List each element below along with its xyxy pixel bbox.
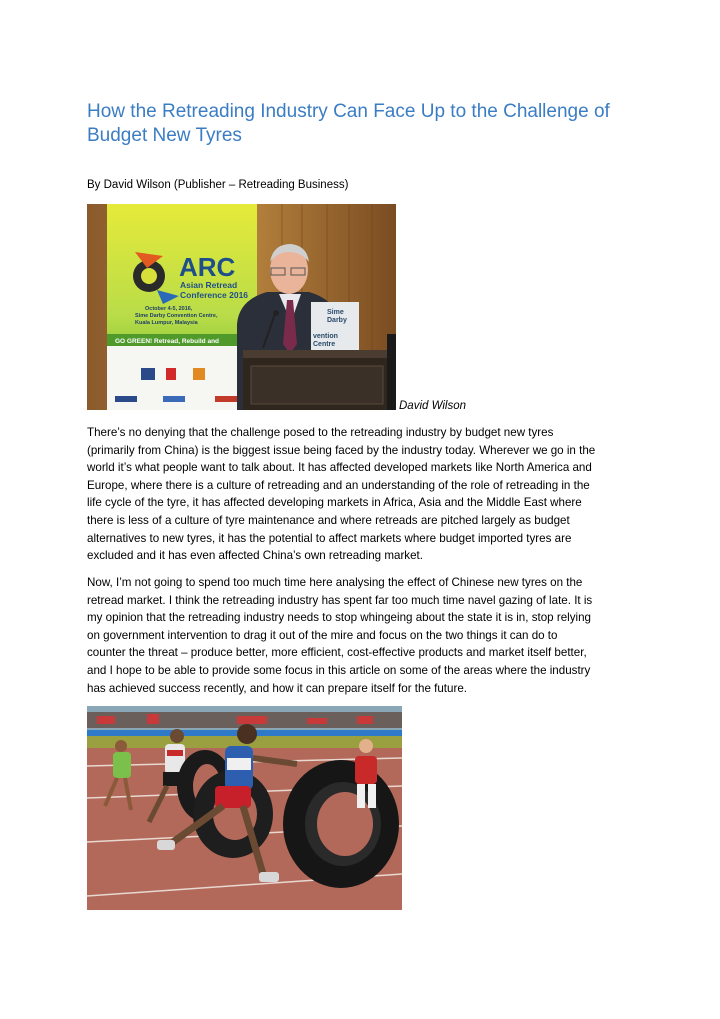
paragraph-line: Now, I’m not going to spend too much time here analysing the effect of Chinese new tyres on the [87, 576, 583, 589]
tyre-race-photo [87, 706, 402, 910]
banner-dates-line: Kuala Lumpur, Malaysia [135, 320, 198, 326]
paragraph-line: alternatives to new tyres, it has the potential to affect markets where budget imported tyres are [87, 531, 572, 545]
tyre [283, 760, 399, 888]
banner-subtitle-line: Asian Retread [180, 280, 238, 290]
paragraph-line: retread market. I think the retreading industry has spent far too much time navel gazing of late. It is [87, 593, 593, 607]
paragraph-2 [87, 574, 637, 697]
banner-dates-line: Sime Darby Convention Centre, [135, 313, 218, 319]
paragraph-line: (primarily from China) is the biggest issue being faced by the industry today. Wherever we go in the [87, 443, 596, 457]
article-title-line: Budget New Tyres [87, 125, 242, 146]
article-byline: By David Wilson (Publisher – Retreading Business) [87, 179, 349, 191]
photo-caption: David Wilson [399, 400, 467, 412]
paragraph-line: counter the threat – produce better, more efficient, cost-effective products and market itself better, [87, 646, 587, 660]
speaker-photo [87, 204, 396, 410]
banner-title: ARC [179, 252, 236, 282]
paragraph-line: excluded and it has even affected China’s own retreading market. [87, 549, 423, 563]
article-title [87, 100, 647, 148]
paragraph-line: life cycle of the tyre, it has affected developing markets in Africa, Asia and the Middle East where [87, 496, 582, 510]
podium-sign-line: vention [313, 333, 338, 340]
podium-sign-line: Centre [313, 341, 336, 348]
paragraph-line: Europe, where there is a culture of retreading and an understanding of the role of retreading in the [87, 478, 590, 492]
paragraph-line: on government intervention to drag it out of the mire and focus on the two things it can do to [87, 628, 558, 642]
podium-sign-line: Darby [327, 317, 347, 324]
article-title-line: How the Retreading Industry Can Face Up to the Challenge of [87, 101, 610, 122]
paragraph-line: my opinion that the retreading industry needs to stop whingeing about the state it is in, stop relying [87, 611, 591, 625]
paragraph-1 [87, 424, 637, 565]
paragraph-line: has achieved success recently, and how it can prepare itself for the future. [87, 681, 468, 695]
banner-subtitle-line: Conference 2016 [180, 290, 249, 300]
paragraph-line: and I hope to be able to provide some focus in this article on some of the areas where the industry [87, 663, 591, 677]
banner-dates-line: October 4-5, 2016, [145, 306, 193, 312]
paragraph-line: world it’s what people want to talk about. It has affected developed markets like North America and [87, 461, 592, 475]
paragraph-line: There’s no denying that the challenge posed to the retreading industry by budget new tyres [87, 426, 554, 439]
podium-sign-line: Sime [327, 309, 344, 316]
paragraph-line: there is less of a culture of tyre maintenance and where retreads are pitched largely as budget [87, 513, 570, 527]
banner-slogan: GO GREEN! Retread, Rebuild and [115, 338, 220, 345]
